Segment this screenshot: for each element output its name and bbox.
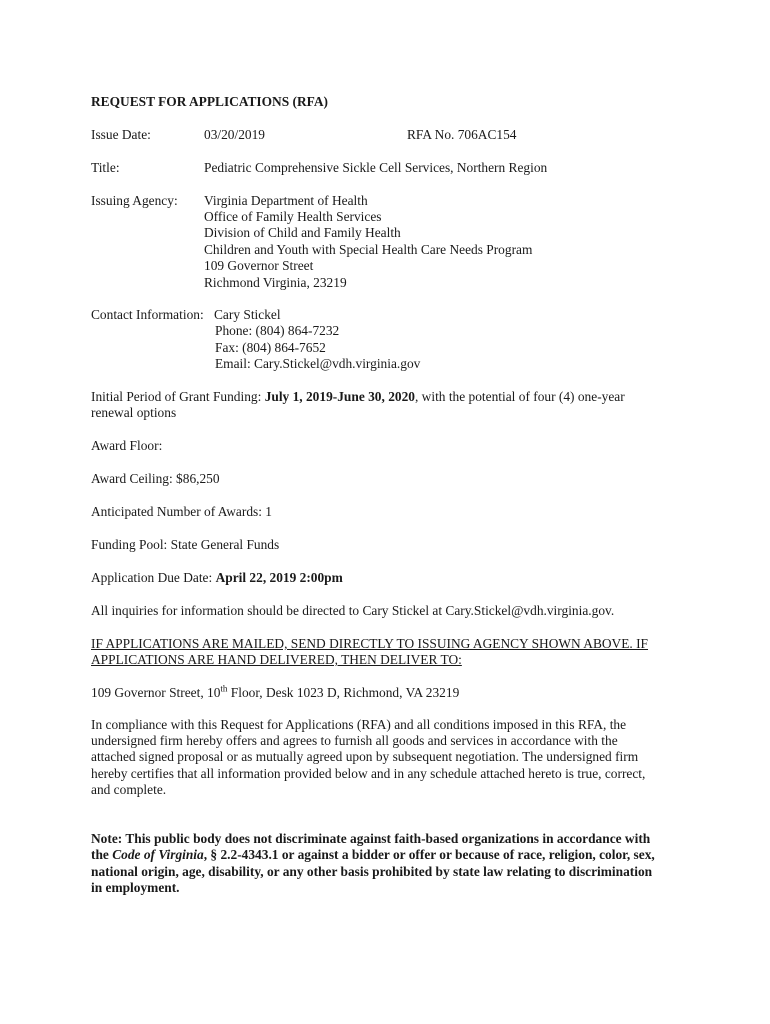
agency-line: Division of Child and Family Health xyxy=(204,225,401,240)
due-date-label: Application Due Date: xyxy=(91,570,216,585)
note-line: national origin, age, disability, or any other basis prohibited by state law relating to discrimination xyxy=(91,864,653,879)
note-line2-post: , § 2.2-4343.1 or against a bidder or offer or because of race, religion, color, sex, xyxy=(203,847,655,862)
delivery-address-sup: th xyxy=(220,683,228,694)
due-date-value: April 22, 2019 2:00pm xyxy=(215,570,343,585)
agency-line: Office of Family Health Services xyxy=(204,209,382,224)
note-line2-italic: Code of Virginia xyxy=(112,847,204,862)
contact-name: Cary Stickel xyxy=(214,307,281,322)
contact-email: Email: Cary.Stickel@vdh.virginia.gov xyxy=(215,356,421,371)
note-line2-pre: the xyxy=(91,847,113,862)
funding-period-label: Initial Period of Grant Funding: xyxy=(91,389,265,404)
compliance-line: and complete. xyxy=(91,782,167,797)
issue-date-value: 03/20/2019 xyxy=(204,127,266,142)
note-line: in employment. xyxy=(91,880,180,895)
agency-line: 109 Governor Street xyxy=(204,258,314,273)
inquiries-text: All inquiries for information should be directed to Cary Stickel at Cary.Stickel@vdh.virginia.gov. xyxy=(91,603,615,618)
issue-date-label: Issue Date: xyxy=(91,127,151,142)
note-line xyxy=(91,847,655,864)
title-value: Pediatric Comprehensive Sickle Cell Services, Northern Region xyxy=(204,160,548,175)
delivery-address-pre: 109 Governor Street, 10 xyxy=(91,685,221,700)
funding-period xyxy=(91,389,625,406)
award-ceiling: Award Ceiling: $86,250 xyxy=(91,471,220,486)
mail-notice-line: IF APPLICATIONS ARE MAILED, SEND DIRECTLY TO ISSUING AGENCY SHOWN ABOVE. IF xyxy=(91,636,649,651)
title-label: Title: xyxy=(91,160,120,175)
document-heading: REQUEST FOR APPLICATIONS (RFA) xyxy=(91,94,328,109)
funding-period-value: July 1, 2019-June 30, 2020 xyxy=(264,389,415,404)
compliance-line: attached signed proposal or as mutually agreed upon by subsequent negotiation. The undersigned firm xyxy=(91,749,639,764)
contact-fax: Fax: (804) 864-7652 xyxy=(215,340,326,355)
delivery-address-post: Floor, Desk 1023 D, Richmond, VA 23219 xyxy=(227,685,460,700)
due-date xyxy=(91,570,343,587)
funding-period-line2: renewal options xyxy=(91,405,177,420)
issuing-agency-label: Issuing Agency: xyxy=(91,193,178,208)
delivery-address xyxy=(91,685,459,702)
award-floor: Award Floor: xyxy=(91,438,163,453)
mail-notice-line: APPLICATIONS ARE HAND DELIVERED, THEN DELIVER TO: xyxy=(91,652,462,667)
agency-line: Children and Youth with Special Health Care Needs Program xyxy=(204,242,533,257)
funding-pool: Funding Pool: State General Funds xyxy=(91,537,280,552)
anticipated-awards: Anticipated Number of Awards: 1 xyxy=(91,504,272,519)
note-line: Note: This public body does not discriminate against faith-based organizations in accordance with xyxy=(91,831,651,846)
agency-line: Richmond Virginia, 23219 xyxy=(204,275,347,290)
contact-phone: Phone: (804) 864-7232 xyxy=(215,323,340,338)
compliance-line: undersigned firm hereby offers and agrees to furnish all goods and services in accordance with the xyxy=(91,733,618,748)
contact-label: Contact Information: xyxy=(91,307,204,322)
funding-period-suffix: , with the potential of four (4) one-year xyxy=(414,389,625,404)
compliance-line: hereby certifies that all information provided below and in any schedule attached hereto is true, correct, xyxy=(91,766,646,781)
rfa-number: RFA No. 706AC154 xyxy=(407,127,517,142)
compliance-line: In compliance with this Request for Applications (RFA) and all conditions imposed in this RFA, the xyxy=(91,717,627,732)
agency-line: Virginia Department of Health xyxy=(204,193,368,208)
